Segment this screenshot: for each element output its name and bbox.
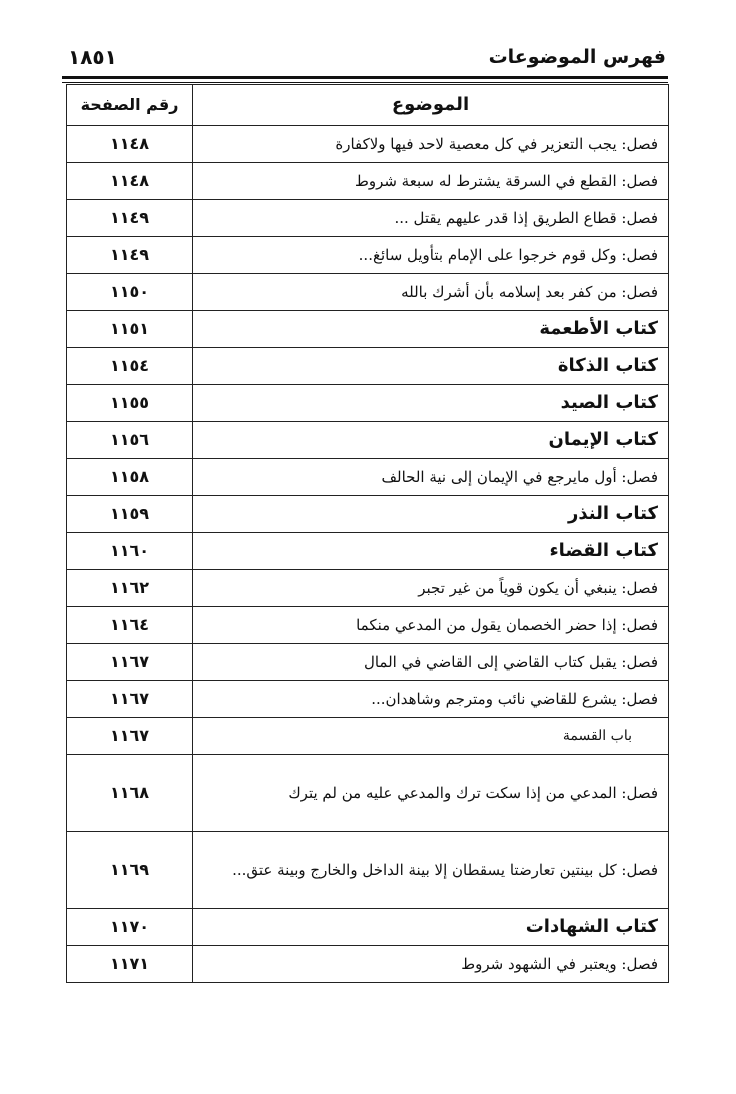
- table-row: [67, 496, 669, 533]
- page-cell: ١١٦٢: [67, 570, 193, 607]
- table-row: [67, 237, 669, 274]
- table-row: [67, 311, 669, 348]
- page-cell: ١١٥٩: [67, 496, 193, 533]
- running-title: فهرس الموضوعات: [488, 46, 666, 68]
- table-row: [67, 533, 669, 570]
- table-row: [67, 946, 669, 983]
- topic-cell: فصل: كل بينتين تعارضتا يسقطان إلا بينة الداخل والخارج وبينة عتق...: [193, 832, 669, 909]
- contents-table: [66, 84, 669, 983]
- page-cell: ١١٦٨: [67, 755, 193, 832]
- page-cell: ١١٤٨: [67, 126, 193, 163]
- topic-cell: فصل: يجب التعزير في كل معصية لاحد فيها ولاكفارة: [193, 126, 669, 163]
- table-row: [67, 348, 669, 385]
- table-row: [67, 274, 669, 311]
- topic-cell: فصل: ينبغي أن يكون قوياً من غير تجبر: [193, 570, 669, 607]
- table-row: [67, 755, 669, 832]
- topic-cell: فصل: ويعتبر في الشهود شروط: [193, 946, 669, 983]
- topic-cell: كتاب القضاء: [193, 533, 669, 570]
- page-header: [68, 40, 666, 74]
- page-cell: ١١٥٦: [67, 422, 193, 459]
- topic-cell: فصل: المدعي من إذا سكت ترك والمدعي عليه من لم يترك: [193, 755, 669, 832]
- topic-cell: كتاب الشهادات: [193, 909, 669, 946]
- page-cell: ١١٦٧: [67, 718, 193, 755]
- page-cell: ١١٥٨: [67, 459, 193, 496]
- table-row: [67, 832, 669, 909]
- page-number: ١٨٥١: [68, 45, 117, 69]
- topic-cell: فصل: يقبل كتاب القاضي إلى القاضي في المال: [193, 644, 669, 681]
- table-row: [67, 681, 669, 718]
- page-cell: ١١٤٩: [67, 200, 193, 237]
- topic-cell: فصل: إذا حضر الخصمان يقول من المدعي منكما: [193, 607, 669, 644]
- table-row: [67, 607, 669, 644]
- topic-cell: كتاب الصيد: [193, 385, 669, 422]
- table-row: [67, 385, 669, 422]
- column-header-topic: الموضوع: [193, 85, 669, 126]
- table-row: [67, 718, 669, 755]
- table-row: [67, 422, 669, 459]
- table-row: [67, 126, 669, 163]
- page-cell: ١١٦٧: [67, 681, 193, 718]
- page-cell: ١١٥١: [67, 311, 193, 348]
- page-cell: ١١٦٩: [67, 832, 193, 909]
- page-cell: ١١٦٠: [67, 533, 193, 570]
- page-cell: ١١٧٠: [67, 909, 193, 946]
- topic-cell: فصل: قطاع الطريق إذا قدر عليهم يقتل ...: [193, 200, 669, 237]
- table-row: [67, 200, 669, 237]
- page-cell: ١١٥٤: [67, 348, 193, 385]
- table-header-row: [67, 85, 669, 126]
- topic-cell: كتاب الإيمان: [193, 422, 669, 459]
- table-row: [67, 909, 669, 946]
- topic-cell: كتاب النذر: [193, 496, 669, 533]
- column-header-page: رقم الصفحة: [67, 85, 193, 126]
- table-row: [67, 570, 669, 607]
- page-cell: ١١٤٩: [67, 237, 193, 274]
- topic-cell: فصل: من كفر بعد إسلامه بأن أشرك بالله: [193, 274, 669, 311]
- table-row: [67, 459, 669, 496]
- table-row: [67, 644, 669, 681]
- header-rule-thin: [62, 82, 668, 83]
- topic-cell: فصل: وكل قوم خرجوا على الإمام بتأويل سائغ...: [193, 237, 669, 274]
- page-cell: ١١٦٤: [67, 607, 193, 644]
- topic-cell: كتاب الذكاة: [193, 348, 669, 385]
- page-cell: ١١٦٧: [67, 644, 193, 681]
- topic-cell: كتاب الأطعمة: [193, 311, 669, 348]
- header-rule-thick: [62, 76, 668, 79]
- page-cell: ١١٥٠: [67, 274, 193, 311]
- page-cell: ١١٧١: [67, 946, 193, 983]
- topic-cell: فصل: أول مايرجع في الإيمان إلى نية الحالف: [193, 459, 669, 496]
- topic-cell: فصل: يشرع للقاضي نائب ومترجم وشاهدان...: [193, 681, 669, 718]
- topic-cell: باب القسمة: [193, 718, 669, 755]
- page-cell: ١١٥٥: [67, 385, 193, 422]
- table-row: [67, 163, 669, 200]
- table-body: [67, 126, 669, 983]
- page-cell: ١١٤٨: [67, 163, 193, 200]
- topic-cell: فصل: القطع في السرقة يشترط له سبعة شروط: [193, 163, 669, 200]
